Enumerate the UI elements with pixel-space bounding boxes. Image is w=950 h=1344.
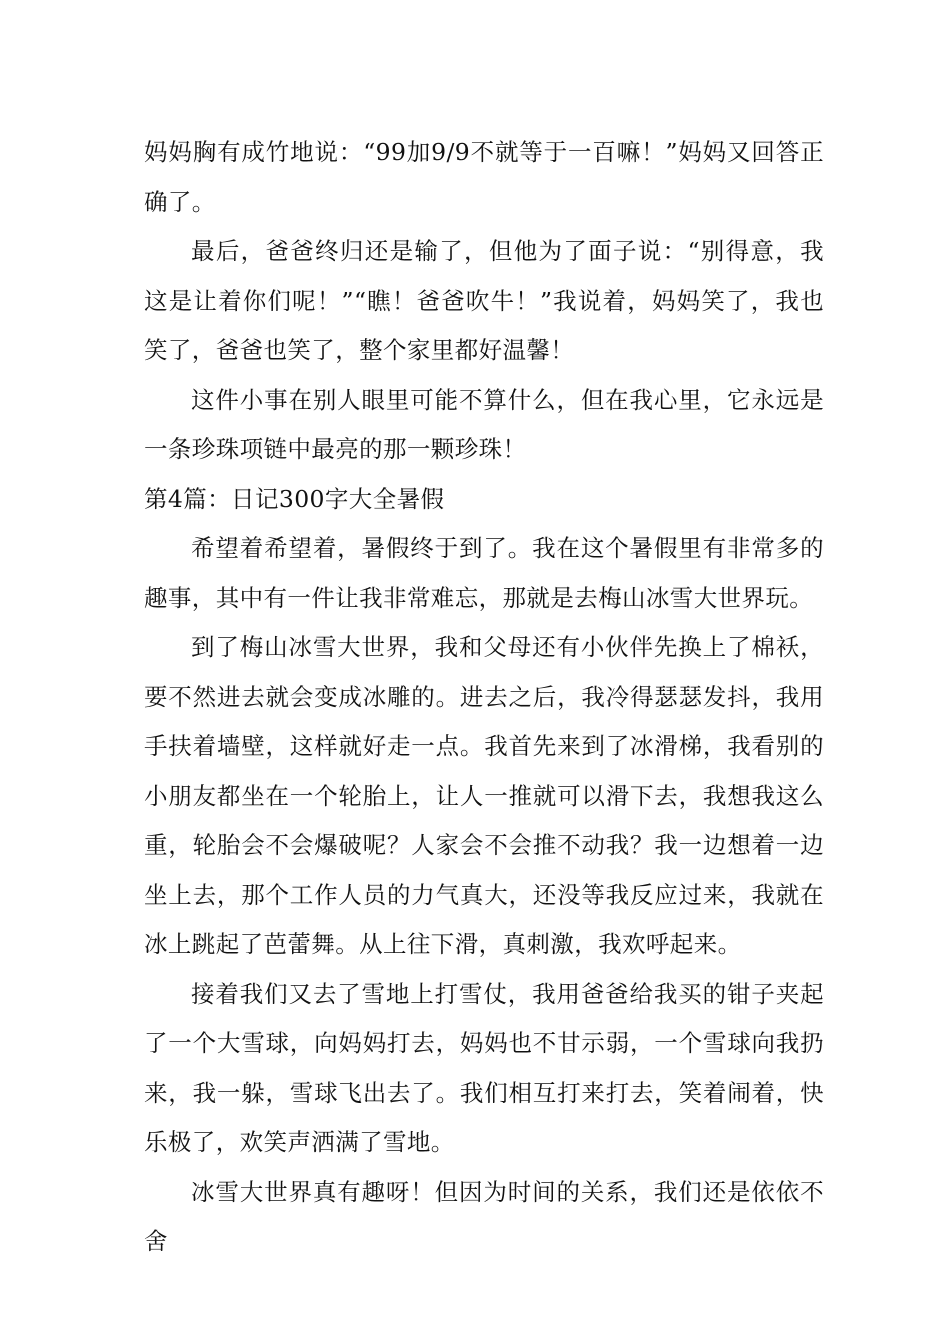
paragraph: 到了梅山冰雪大世界，我和父母还有小伙伴先换上了棉袄，要不然进去就会变成冰雕的。进去之后，我冷得瑟瑟发抖，我用手扶着墙壁，这样就好走一点。我首先来到了冰滑梯，我看别的小朋友都坐在一个轮胎上，让人一推就可以滑下去，我想我这么重，轮胎会不会爆破呢？人家会不会推不动我？我一边想着一边坐上去，那个工作人员的力气真大，还没等我反应过来，我就在冰上跳起了芭蕾舞。从上往下滑，真刺激，我欢呼起来。	[144, 633, 824, 958]
document-body	[144, 128, 824, 1267]
paragraph: 最后，爸爸终归还是输了，但他为了面子说：“别得意，我这是让着你们呢！”“瞧！爸爸吹牛！”我说着，妈妈笑了，我也笑了，爸爸也笑了，整个家里都好温馨！	[144, 237, 824, 364]
paragraph: 接着我们又去了雪地上打雪仗，我用爸爸给我买的钳子夹起了一个大雪球，向妈妈打去，妈妈也不甘示弱，一个雪球向我扔来，我一躲，雪球飞出去了。我们相互打来打去，笑着闹着，快乐极了，欢笑声洒满了雪地。	[144, 979, 824, 1156]
paragraph-truncated: 冰雪大世界真有趣呀！但因为时间的关系，我们还是依依不舍	[144, 1177, 824, 1255]
paragraph-continuation: 妈妈胸有成竹地说：“99加9/9不就等于一百嘛！”妈妈又回答正确了。	[144, 138, 824, 216]
paragraph: 这件小事在别人眼里可能不算什么，但在我心里，它永远是一条珍珠项链中最亮的那一颗珍珠！	[144, 385, 824, 463]
paragraph: 希望着希望着，暑假终于到了。我在这个暑假里有非常多的趣事，其中有一件让我非常难忘，那就是去梅山冰雪大世界玩。	[144, 534, 824, 612]
section-heading: 第4篇：日记300字大全暑假	[144, 484, 445, 513]
